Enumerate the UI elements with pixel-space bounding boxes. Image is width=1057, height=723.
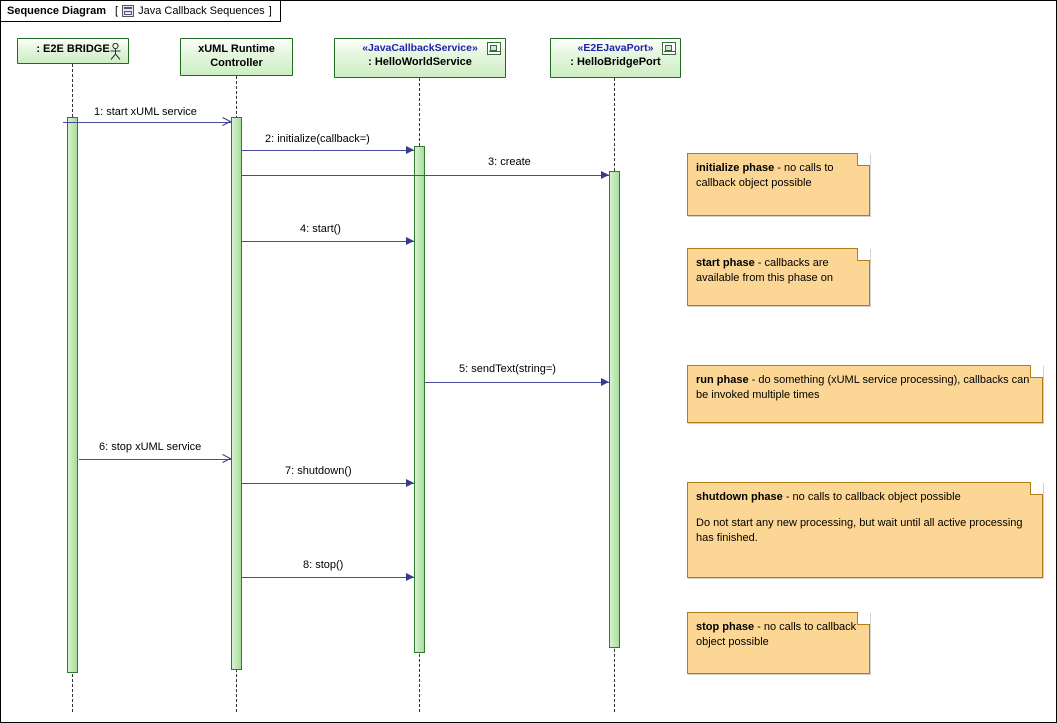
note-run[interactable] xyxy=(687,365,1043,423)
message-label-5: 5: sendText(string=) xyxy=(459,363,556,375)
lifeline-head-service[interactable] xyxy=(334,38,506,78)
message-arrow-4 xyxy=(406,237,414,245)
message-label-4: 4: start() xyxy=(300,223,341,235)
message-line-4 xyxy=(242,241,414,242)
note-shutdown[interactable] xyxy=(687,482,1043,578)
lifeline-label-port: : HelloBridgePort xyxy=(570,56,661,68)
note-fold-icon xyxy=(1030,482,1043,495)
message-line-6 xyxy=(79,459,231,460)
note-initialize[interactable] xyxy=(687,153,870,216)
note-start-body: - callbacks are available from this phase on xyxy=(696,257,833,284)
message-arrow-6 xyxy=(222,454,231,463)
message-arrow-8 xyxy=(406,573,414,581)
diagram-name-label: Java Callback Sequences xyxy=(138,5,265,17)
message-arrow-2 xyxy=(406,146,414,154)
note-shutdown-title: shutdown phase xyxy=(696,491,783,503)
note-start-title: start phase xyxy=(696,257,755,269)
note-shutdown-text-1 xyxy=(696,490,1033,505)
message-label-1: 1: start xUML service xyxy=(94,106,197,118)
note-fold-icon xyxy=(857,248,870,261)
note-run-body: - do something (xUML service processing), callbacks can be invoked multiple times xyxy=(696,374,1030,401)
activation-bar-port xyxy=(609,171,620,648)
class-icon-service xyxy=(487,42,501,55)
note-stop-text xyxy=(696,620,860,650)
note-stop-body: - no calls to callback object possible xyxy=(696,621,857,648)
lifeline-label-controller: xUML Runtime xyxy=(198,43,275,55)
bracket-open: [ xyxy=(115,5,119,17)
lifeline-label-service: : HelloWorldService xyxy=(368,56,472,68)
note-stop[interactable] xyxy=(687,612,870,674)
note-fold-icon xyxy=(1030,365,1043,378)
message-line-2 xyxy=(242,150,414,151)
lifeline-stereotype-port: «E2EJavaPort» xyxy=(577,42,654,54)
message-label-3: 3: create xyxy=(488,156,531,168)
class-icon-port xyxy=(662,42,676,55)
message-line-8 xyxy=(242,577,414,578)
activation-bar-controller xyxy=(231,117,242,670)
bracket-close: ] xyxy=(268,5,272,17)
message-label-2: 2: initialize(callback=) xyxy=(265,133,370,145)
diagram-name-box xyxy=(115,5,272,17)
message-arrow-7 xyxy=(406,479,414,487)
activation-bar-service xyxy=(414,146,425,653)
message-label-8: 8: stop() xyxy=(303,559,344,571)
message-line-5 xyxy=(425,382,609,383)
message-label-7: 7: shutdown() xyxy=(285,465,352,477)
note-fold-icon xyxy=(857,153,870,166)
message-line-3 xyxy=(242,175,609,176)
note-initialize-title: initialize phase xyxy=(696,162,775,174)
note-start-text xyxy=(696,256,860,286)
lifeline-head-port[interactable] xyxy=(550,38,681,78)
note-start[interactable] xyxy=(687,248,870,306)
message-arrow-1 xyxy=(222,117,231,126)
lifeline-label-bridge: : E2E BRIDGE xyxy=(36,43,110,55)
note-initialize-body: - no calls to callback object possible xyxy=(696,162,834,189)
note-stop-title: stop phase xyxy=(696,621,755,633)
note-initialize-text xyxy=(696,161,860,191)
note-fold-icon xyxy=(857,612,870,625)
lifeline-head-controller[interactable] xyxy=(180,38,293,76)
lifeline-stereotype-service: «JavaCallbackService» xyxy=(362,42,478,54)
diagram-frame-header xyxy=(1,1,281,22)
message-arrow-3 xyxy=(601,171,609,179)
message-line-7 xyxy=(242,483,414,484)
lifeline-head-bridge[interactable] xyxy=(17,38,129,64)
message-arrow-5 xyxy=(601,378,609,386)
actor-icon xyxy=(109,43,122,60)
note-run-title: run phase xyxy=(696,374,749,386)
activation-bar-bridge xyxy=(67,117,78,673)
note-shutdown-body-1: - no calls to callback object possible xyxy=(782,491,961,503)
note-run-text xyxy=(696,373,1033,403)
note-shutdown-text-2: Do not start any new processing, but wait until all active processing has finished. xyxy=(696,517,1023,544)
class-diagram-icon xyxy=(122,5,134,17)
diagram-kind-label: Sequence Diagram xyxy=(7,5,107,17)
lifeline-label-controller-2: Controller xyxy=(210,57,263,69)
message-label-6: 6: stop xUML service xyxy=(99,441,202,453)
message-line-1 xyxy=(63,122,231,123)
